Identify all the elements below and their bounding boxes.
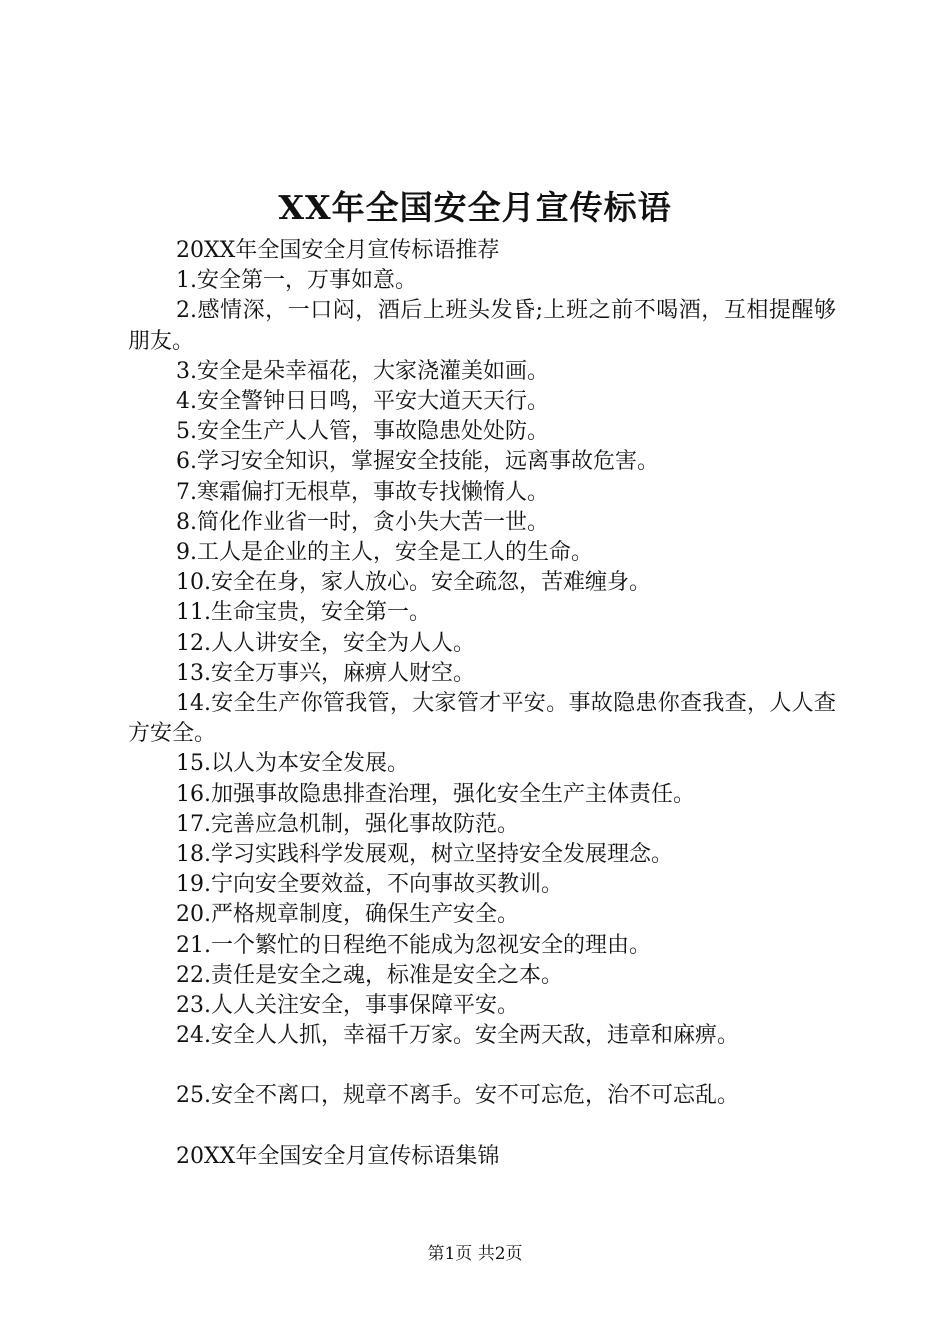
slogan-item: 18.学习实践科学发展观，树立坚持安全发展理念。 xyxy=(176,842,673,868)
slogan-item: 10.安全在身，家人放心。安全疏忽，苦难缠身。 xyxy=(176,570,651,596)
slogan-item: 4.安全警钟日日鸣，平安大道天天行。 xyxy=(176,389,549,415)
slogan-item: 20.严格规章制度，确保生产安全。 xyxy=(176,902,519,928)
slogan-item: 11.生命宝贵，安全第一。 xyxy=(176,600,431,626)
section-heading: 20XX年全国安全月宣传标语集锦 xyxy=(176,1143,500,1169)
document-body xyxy=(128,236,836,1172)
slogan-item: 2.感情深，一口闷，酒后上班头发昏;上班之前不喝酒，互相提醒够朋友。 xyxy=(128,298,836,354)
slogan-item: 5.安全生产人人管，事故隐患处处防。 xyxy=(176,419,549,445)
slogan-item: 23.人人关注安全，事事保障平安。 xyxy=(176,993,519,1019)
slogan-item: 25.安全不离口，规章不离手。安不可忘危，治不可忘乱。 xyxy=(176,1083,739,1109)
slogan-item: 16.加强事故隐患排查治理，强化安全生产主体责任。 xyxy=(176,781,695,807)
slogan-item: 6.学习安全知识，掌握安全技能，远离事故危害。 xyxy=(176,449,659,475)
slogan-item: 9.工人是企业的主人，安全是工人的生命。 xyxy=(176,540,593,566)
slogan-item: 8.简化作业省一时，贪小失大苦一世。 xyxy=(176,509,549,535)
slogan-item: 22.责任是安全之魂，标准是安全之本。 xyxy=(176,962,563,988)
slogan-item: 17.完善应急机制，强化事故防范。 xyxy=(176,811,519,837)
slogan-item: 19.宁向安全要效益，不向事故买教训。 xyxy=(176,872,563,898)
slogan-item: 1.安全第一，万事如意。 xyxy=(176,268,417,294)
slogan-item: 14.安全生产你管我管，大家管才平安。事故隐患你查我查，人人查方安全。 xyxy=(128,691,836,747)
slogan-item: 24.安全人人抓，幸福千万家。安全两天敌，违章和麻痹。 xyxy=(176,1023,739,1049)
slogan-item: 15.以人为本安全发展。 xyxy=(176,751,409,777)
slogan-item: 3.安全是朵幸福花，大家浇灌美如画。 xyxy=(176,358,549,384)
page-footer: 第1页 共2页 xyxy=(427,1244,523,1264)
slogan-item: 21.一个繁忙的日程绝不能成为忽视安全的理由。 xyxy=(176,932,651,958)
slogan-item: 13.安全万事兴，麻痹人财空。 xyxy=(176,660,475,686)
slogan-item: 7.寒霜偏打无根草，事故专找懒惰人。 xyxy=(176,479,549,505)
slogan-item: 12.人人讲安全，安全为人人。 xyxy=(176,630,475,656)
document-title: XX年全国安全月宣传标语 xyxy=(278,188,672,227)
section-heading: 20XX年全国安全月宣传标语推荐 xyxy=(176,238,500,263)
